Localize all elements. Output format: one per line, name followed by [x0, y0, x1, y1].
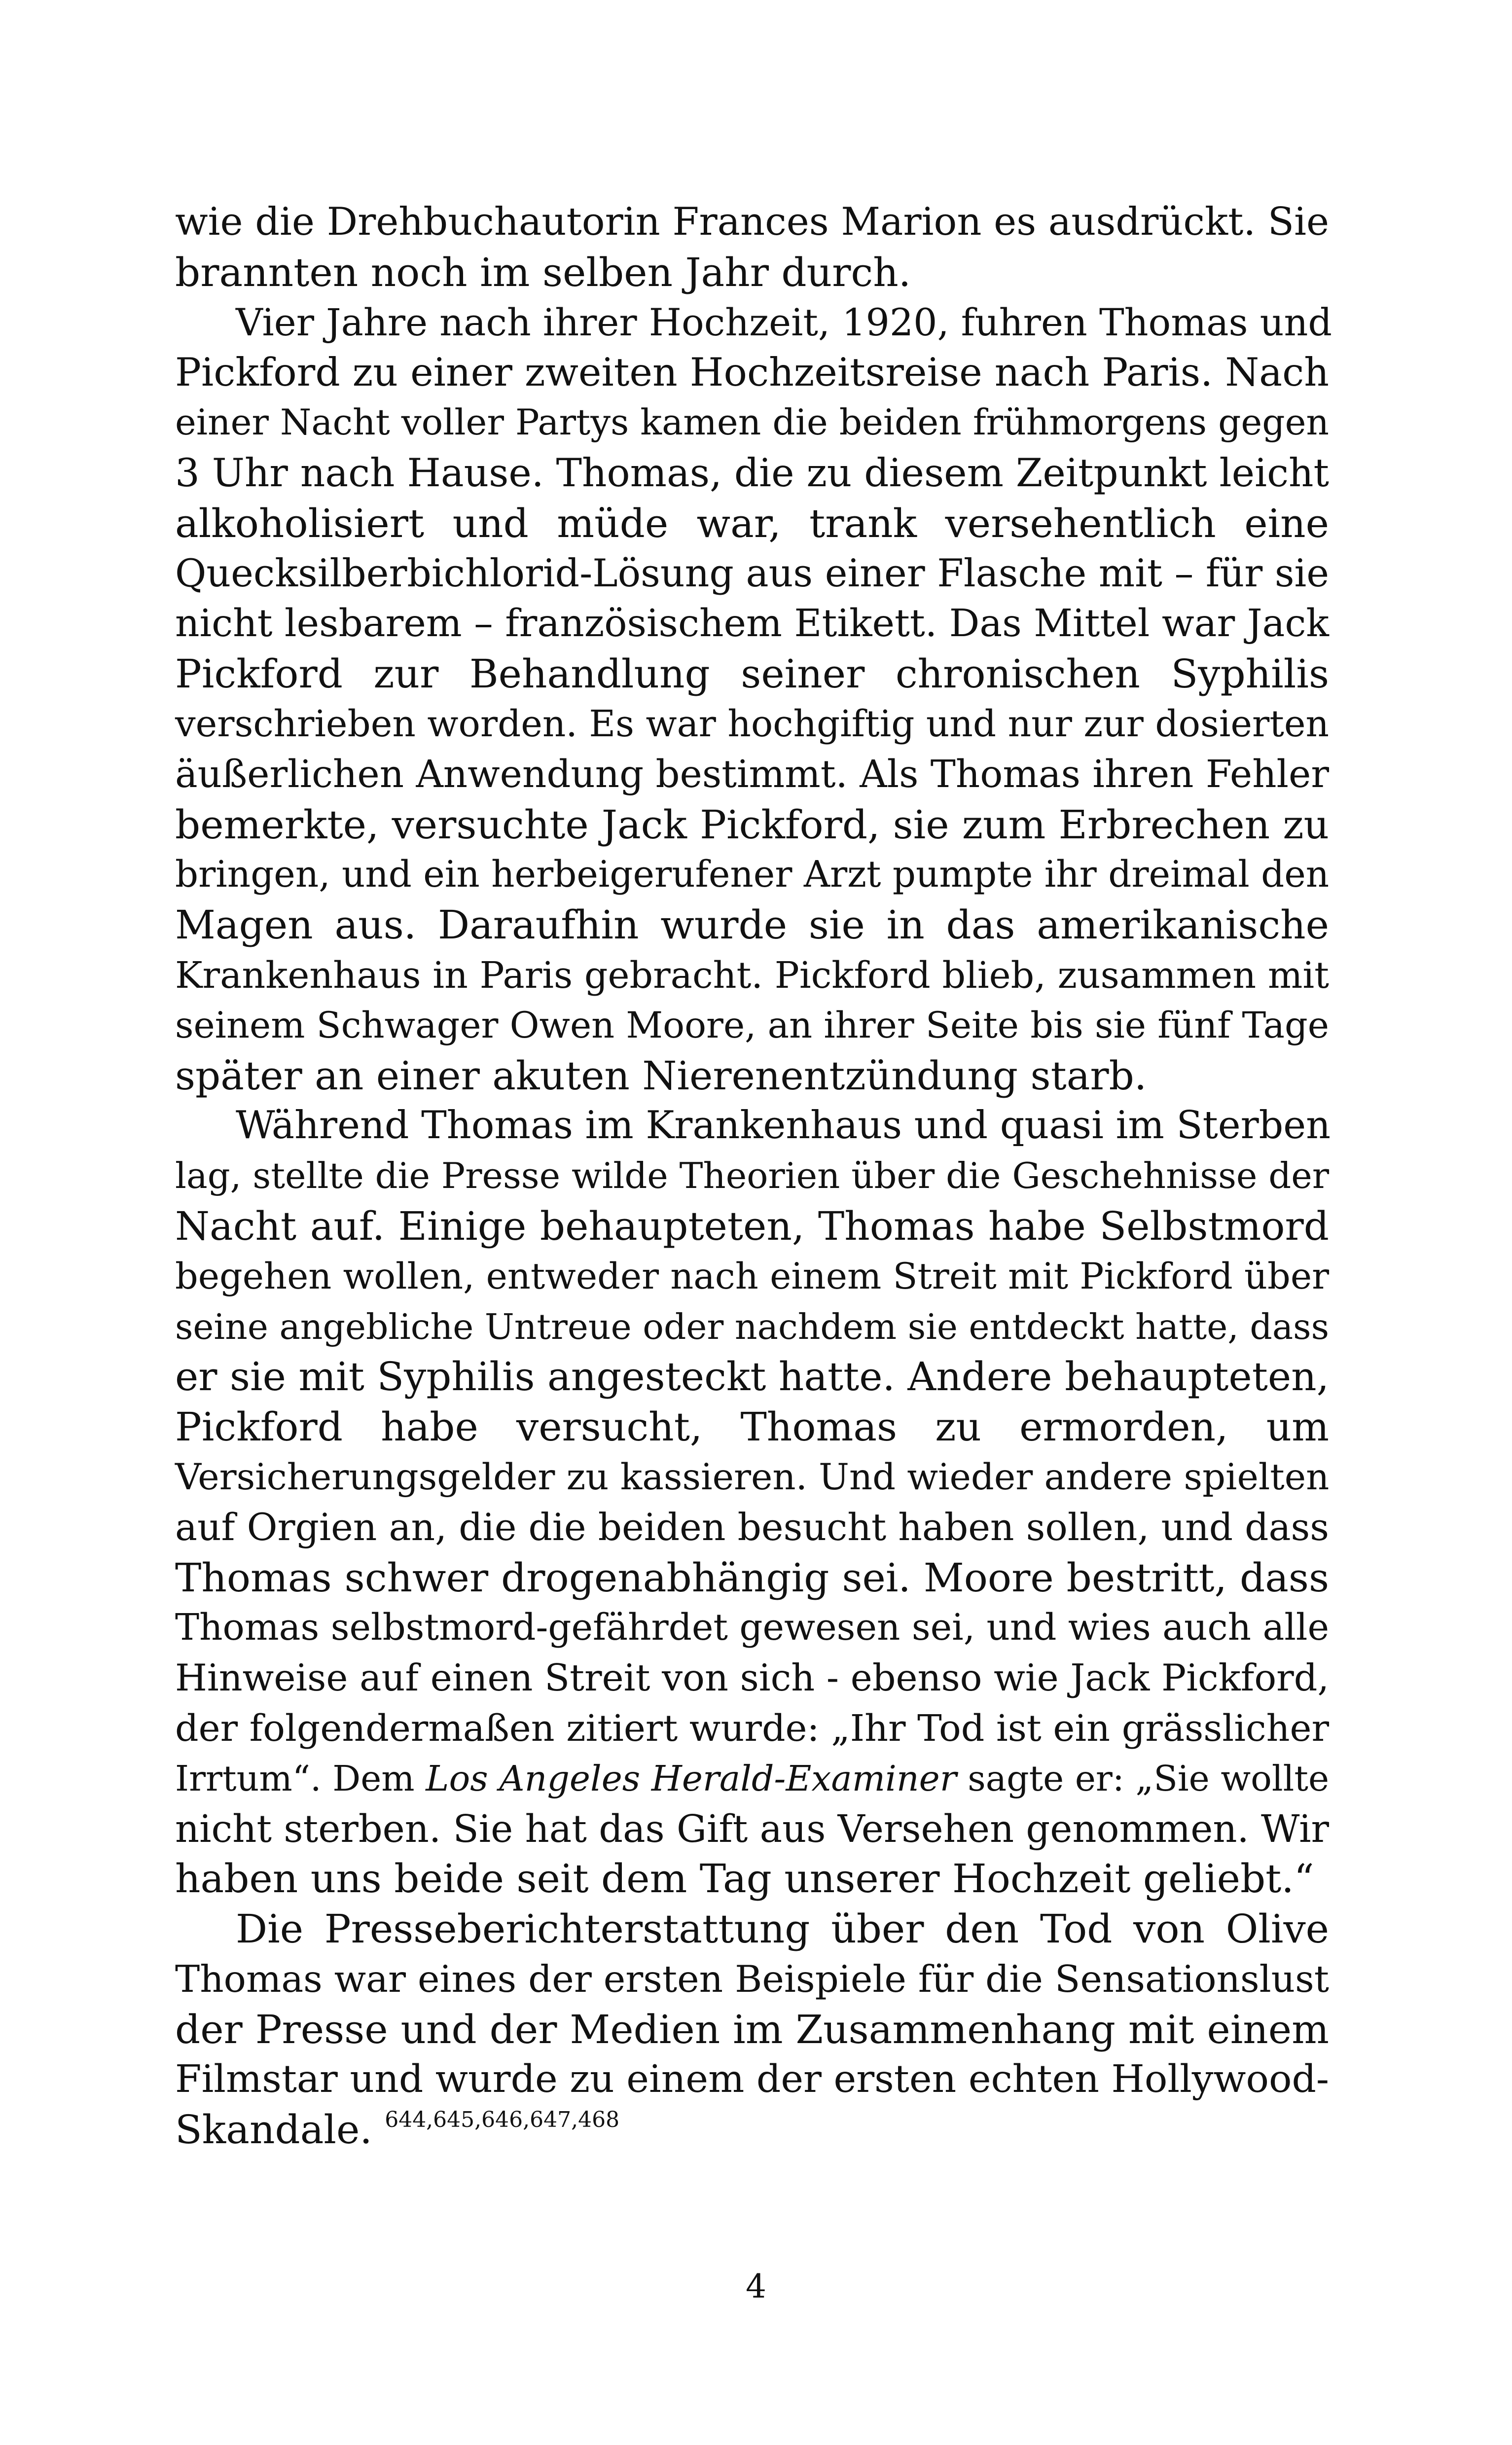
text-segment: Die Presseberichterstattung über den Tod von Olive	[236, 1906, 1329, 1952]
text-segment: Thomas selbstmord-gefährdet gewesen sei, und wies auch alle	[175, 1607, 1329, 1649]
text-line	[175, 1804, 1329, 1854]
text-line	[175, 1452, 1329, 1503]
text-line	[175, 1001, 1329, 1051]
text-segment: sagte er: „Sie wollte	[956, 1758, 1330, 1799]
text-segment: lag, stellte die Presse wilde Theorien über die Geschehnisse der	[175, 1155, 1329, 1197]
text-line	[175, 1854, 1329, 1904]
text-segment: seine angebliche Untreue oder nachdem sie entdeckt hatte, dass	[175, 1306, 1329, 1347]
text-segment: Während Thomas im Krankenhaus und quasi im Sterben	[236, 1103, 1331, 1148]
text-segment: wie die Drehbuchautorin Frances Marion es ausdrückt. Sie	[175, 200, 1330, 244]
text-line	[175, 1653, 1329, 1703]
page-number: 4	[746, 2267, 766, 2305]
text-segment: Magen aus. Daraufhin wurde sie in das amerikanische	[175, 902, 1329, 948]
text-line	[175, 1603, 1329, 1653]
text-segment: Pickford zur Behandlung seiner chronischen Syphilis	[175, 651, 1329, 697]
text-segment: begehen wollen, entweder nach einem Streit mit Pickford über	[175, 1255, 1329, 1297]
text-line	[175, 398, 1329, 448]
text-segment: Filmstar und wurde zu einem der ersten echten Hollywood-	[175, 2057, 1329, 2102]
text-segment: Hinweise auf einen Streit von sich - ebenso wie Jack Pickford,	[175, 1656, 1329, 1700]
text-line	[175, 1754, 1329, 1804]
text-segment: nicht lesbarem – französischem Etikett. Das Mittel war Jack	[175, 602, 1329, 646]
text-line	[175, 1302, 1329, 1352]
text-segment: Skandale.	[175, 2107, 385, 2153]
paragraph	[175, 298, 1332, 1101]
text-segment: äußerlichen Anwendung bestimmt. Als Thomas ihren Fehler	[175, 752, 1329, 796]
text-line	[175, 1703, 1329, 1754]
text-line	[175, 2054, 1329, 2105]
text-segment: Vier Jahre nach ihrer Hochzeit, 1920, fuhren Thomas und	[236, 300, 1332, 344]
text-line	[175, 800, 1329, 850]
text-line	[175, 1954, 1329, 2005]
text-line	[175, 499, 1329, 549]
text-segment: auf Orgien an, die die beiden besucht haben sollen, und dass	[175, 1505, 1329, 1549]
text-line	[175, 1151, 1329, 1201]
text-line	[175, 549, 1329, 599]
text-line	[175, 1352, 1329, 1402]
text-segment: Pickford habe versucht, Thomas zu ermorden, um	[175, 1404, 1329, 1450]
text-line	[175, 699, 1329, 750]
text-segment: 3 Uhr nach Hause. Thomas, die zu diesem Zeitpunkt leicht	[175, 450, 1329, 496]
text-segment: er sie mit Syphilis angesteckt hatte. Andere behaupteten,	[175, 1354, 1329, 1400]
text-segment: Krankenhaus in Paris gebracht. Pickford blieb, zusammen mit	[175, 953, 1329, 997]
text-line	[175, 1252, 1329, 1302]
text-line	[175, 649, 1329, 699]
paragraph	[175, 1101, 1329, 1904]
text-segment: bemerkte, versuchte Jack Pickford, sie zum Erbrechen zu	[175, 801, 1329, 848]
text-segment: verschrieben worden. Es war hochgiftig und nur zur dosierten	[175, 703, 1329, 745]
text-line	[175, 2105, 1329, 2155]
text-line	[175, 1553, 1329, 1603]
paragraph	[175, 197, 1329, 298]
text-segment: einer Nacht voller Partys kamen die beiden frühmorgens gegen	[175, 402, 1329, 444]
paragraph	[175, 1904, 1329, 2155]
text-segment: Nacht auf. Einige behaupteten, Thomas habe Selbstmord	[175, 1203, 1329, 1249]
text-line	[175, 950, 1329, 1001]
text-line	[175, 348, 1329, 398]
text-line	[175, 1051, 1329, 1101]
text-line	[175, 850, 1329, 900]
text-line	[175, 1101, 1329, 1151]
text-segment: brannten noch im selben Jahr durch.	[175, 249, 911, 295]
text-segment: bringen, und ein herbeigerufener Arzt pumpte ihr dreimal den	[175, 854, 1330, 896]
footnote-references: 644,645,646,647,468	[385, 2107, 620, 2133]
text-segment: seinem Schwager Owen Moore, an ihrer Seite bis sie fünf Tage	[175, 1004, 1329, 1046]
text-segment: nicht sterben. Sie hat das Gift aus Versehen genommen. Wir	[175, 1806, 1329, 1851]
text-segment: alkoholisiert und müde war, trank versehentlich eine	[175, 500, 1329, 546]
text-segment: Thomas schwer drogenabhängig sei. Moore bestritt, dass	[175, 1554, 1329, 1601]
text-line	[175, 1201, 1329, 1252]
text-segment: der folgendermaßen zitiert wurde: „Ihr Tod ist ein grässlicher	[175, 1706, 1329, 1750]
text-line	[175, 248, 1329, 298]
text-line	[175, 599, 1329, 649]
text-line	[175, 197, 1329, 248]
text-line	[175, 750, 1329, 800]
text-segment: Thomas war eines der ersten Beispiele für die Sensationslust	[175, 1957, 1329, 2001]
text-line	[175, 1503, 1329, 1553]
text-line	[175, 1904, 1329, 1954]
body-text	[175, 197, 1332, 2155]
text-line	[175, 298, 1332, 348]
publication-title: Los Angeles Herald-Examiner	[426, 1758, 957, 1799]
text-segment: Versicherungsgelder zu kassieren. Und wieder andere spielten	[175, 1456, 1330, 1498]
text-line	[175, 448, 1329, 499]
text-line	[175, 2005, 1329, 2055]
text-segment: Pickford zu einer zweiten Hochzeitsreise nach Paris. Nach	[175, 350, 1329, 396]
text-segment: Irrtum“. Dem	[175, 1758, 426, 1799]
text-segment: Quecksilberbichlorid-Lösung aus einer Flasche mit – für sie	[175, 551, 1329, 596]
text-segment: später an einer akuten Nierenentzündung starb.	[175, 1052, 1147, 1099]
text-segment: der Presse und der Medien im Zusammenhang mit einem	[175, 2006, 1329, 2052]
text-line	[175, 900, 1329, 950]
text-segment: haben uns beide seit dem Tag unserer Hochzeit geliebt.“	[175, 1856, 1314, 1902]
text-line	[175, 1402, 1329, 1452]
